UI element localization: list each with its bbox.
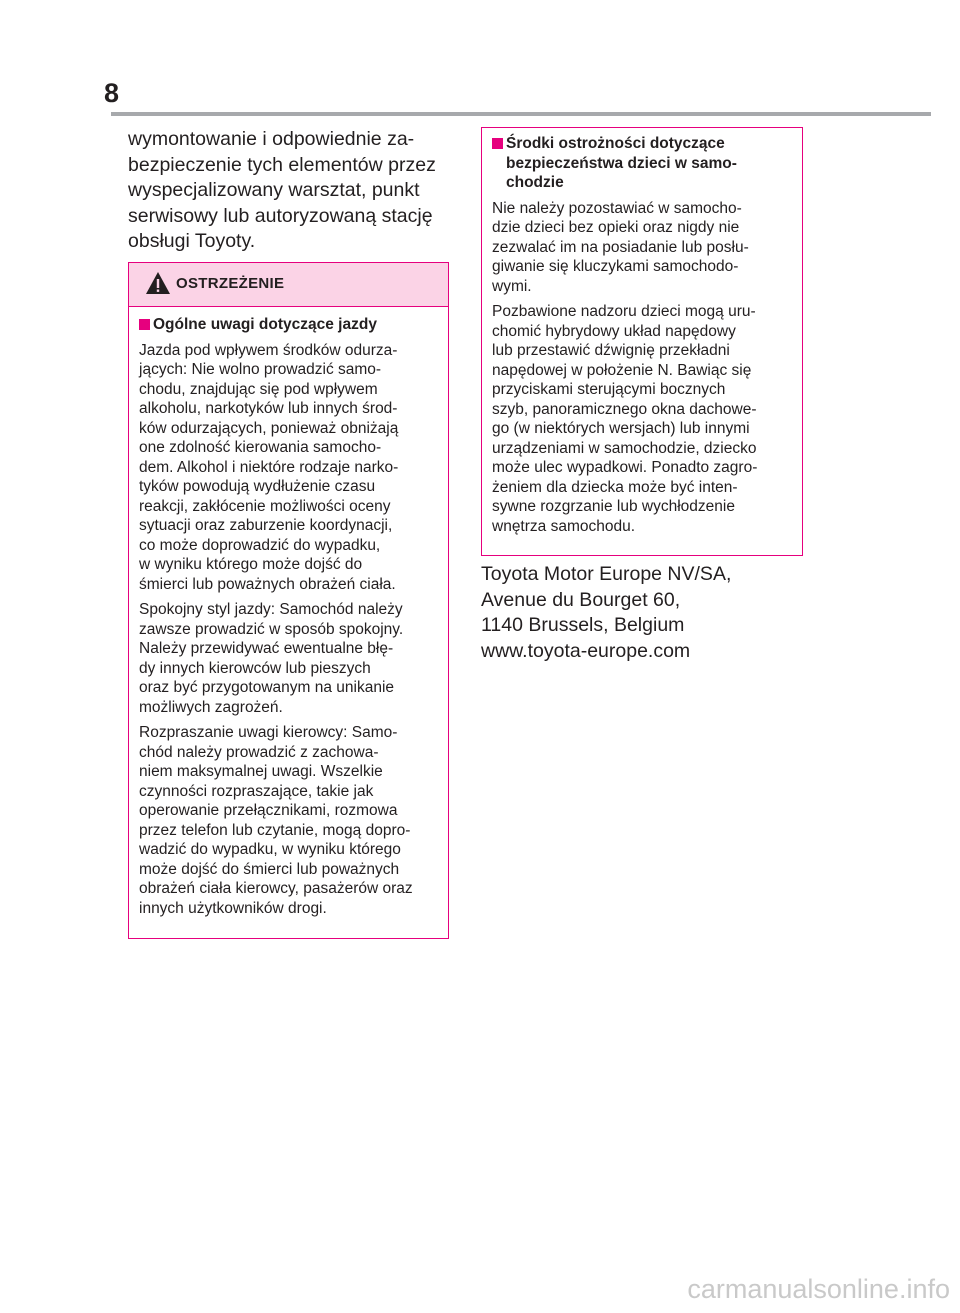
address-block (481, 562, 731, 664)
text-line: może dojść do śmierci lub poważnych (139, 860, 400, 878)
text-line: chomić hybrydowy układ napędowy (492, 322, 736, 340)
text-line: alkoholu, narkotyków lub innych środ- (139, 400, 398, 417)
caution-heading-line: bezpieczeństwa dzieci w samo- (506, 154, 737, 172)
intro-line: obsługi Toyoty. (128, 230, 256, 252)
address-street: Avenue du Bourget 60, (481, 588, 681, 611)
text-line: sywne rozgrzanie lub wychłodzenie (492, 498, 735, 515)
warning-paragraph (139, 341, 442, 595)
text-line: w wyniku którego może dojść do (139, 556, 363, 573)
page-number: 8 (104, 78, 120, 108)
warning-header (129, 263, 448, 307)
text-line: śmierci lub poważnych obrażeń ciała. (139, 575, 396, 593)
text-line: oraz być przygotowanym na unikanie (139, 679, 395, 696)
intro-line: wymontowanie i odpowiednie za- (128, 128, 415, 150)
text-line: dy innych kierowców lub pieszych (139, 659, 371, 677)
text-line: tyków powodują wydłużenie czasu (139, 478, 376, 495)
address-city: 1140 Brussels, Belgium (481, 614, 685, 636)
warning-triangle-icon (145, 271, 171, 295)
caution-paragraph (492, 302, 796, 536)
warning-title: OSTRZEŻENIE (176, 275, 285, 292)
intro-paragraph (128, 127, 453, 255)
caution-heading-line: chodzie (506, 174, 564, 191)
warning-paragraph (139, 723, 442, 918)
text-line: możliwych zagrożeń. (139, 698, 283, 716)
text-line: innych użytkowników drogi. (139, 899, 327, 917)
intro-text (128, 127, 453, 255)
watermark: carmanualsonline.info (687, 1274, 950, 1304)
text-line: dzie dzieci bez opieki oraz nigdy nie (492, 219, 740, 236)
text-line: Nie należy pozostawiać w samocho- (492, 199, 742, 217)
text-line: żeniem dla dziecka może być inten- (492, 478, 738, 496)
text-line: chodu, znajdując się pod wpływem (139, 380, 378, 398)
text-line: Rozpraszanie uwagi kierowcy: Samo- (139, 724, 398, 741)
text-line: niem maksymalnej uwagi. Wszelkie (139, 763, 383, 780)
address-company: Toyota Motor Europe NV/SA, (481, 563, 732, 585)
text-line: wnętrza samochodu. (492, 517, 636, 535)
text-line: Spokojny styl jazdy: Samochód należy (139, 601, 403, 618)
text-line: reakcji, zakłócenie możliwości oceny (139, 497, 391, 515)
warning-heading-text: Ogólne uwagi dotyczące jazdy (153, 316, 377, 333)
text-line: zezwalać im na posiadanie lub posłu- (492, 238, 749, 256)
text-line: chód należy prowadzić z zachowa- (139, 743, 379, 761)
text-line: wymi. (492, 277, 532, 295)
text-line: one zdolność kierowania samocho- (139, 439, 382, 456)
text-line: napędowej w położenie N. Bawiąc się (492, 361, 752, 379)
text-line: operowanie przełącznikami, rozmowa (139, 802, 398, 819)
text-line: ków odurzających, ponieważ obniżają (139, 419, 399, 437)
text-line: czynności rozpraszające, takie jak (139, 782, 374, 800)
text-line: zawsze prowadzić w sposób spokojny. (139, 620, 404, 638)
intro-line: bezpieczenie tych elementów przez (128, 153, 436, 176)
text-line: Należy przewidywać ewentualne błę- (139, 640, 394, 657)
text-line: giwanie się kluczykami samochodo- (492, 258, 739, 275)
text-line: wadzić do wypadku, w wyniku którego (139, 841, 401, 858)
square-bullet-icon (492, 138, 503, 149)
caution-box (481, 127, 803, 556)
text-line: jących: Nie wolno prowadzić samo- (139, 361, 382, 378)
caution-paragraph (492, 199, 796, 297)
text-line: przez telefon lub czytanie, mogą dopro- (139, 821, 411, 839)
warning-box (128, 262, 449, 939)
text-line: go (w niektórych wersjach) lub innymi (492, 420, 750, 437)
text-line: sytuacji oraz zaburzenie koordynacji, (139, 517, 393, 534)
square-bullet-icon (139, 319, 150, 330)
warning-section-heading (139, 315, 442, 335)
text-line: Pozbawione nadzoru dzieci mogą uru- (492, 303, 756, 320)
text-line: lub przestawić dźwignię przekładni (492, 342, 730, 359)
intro-line: serwisowy lub autoryzowaną stację (128, 204, 433, 227)
address-website: www.toyota-europe.com (481, 639, 691, 662)
warning-paragraph (139, 600, 442, 717)
warning-body (129, 307, 448, 918)
text-line: dem. Alkohol i niektóre rodzaje narko- (139, 458, 399, 476)
text-line: co może doprowadzić do wypadku, (139, 536, 381, 554)
text-line: może ulec wypadkowi. Ponadto zagro- (492, 459, 758, 476)
caution-section-heading (492, 134, 796, 193)
caution-heading-line: Środki ostrożności dotyczące (506, 135, 725, 152)
text-line: Jazda pod wpływem środków odurza- (139, 341, 398, 359)
caution-body (482, 128, 802, 536)
text-line: przyciskami sterującymi bocznych (492, 381, 726, 398)
header-rule (111, 112, 931, 116)
text-line: obrażeń ciała kierowcy, pasażerów oraz (139, 880, 413, 897)
text-line: szyb, panoramicznego okna dachowe- (492, 400, 757, 418)
text-line: urządzeniami w samochodzie, dziecko (492, 439, 757, 457)
intro-line: wyspecjalizowany warsztat, punkt (128, 179, 420, 201)
